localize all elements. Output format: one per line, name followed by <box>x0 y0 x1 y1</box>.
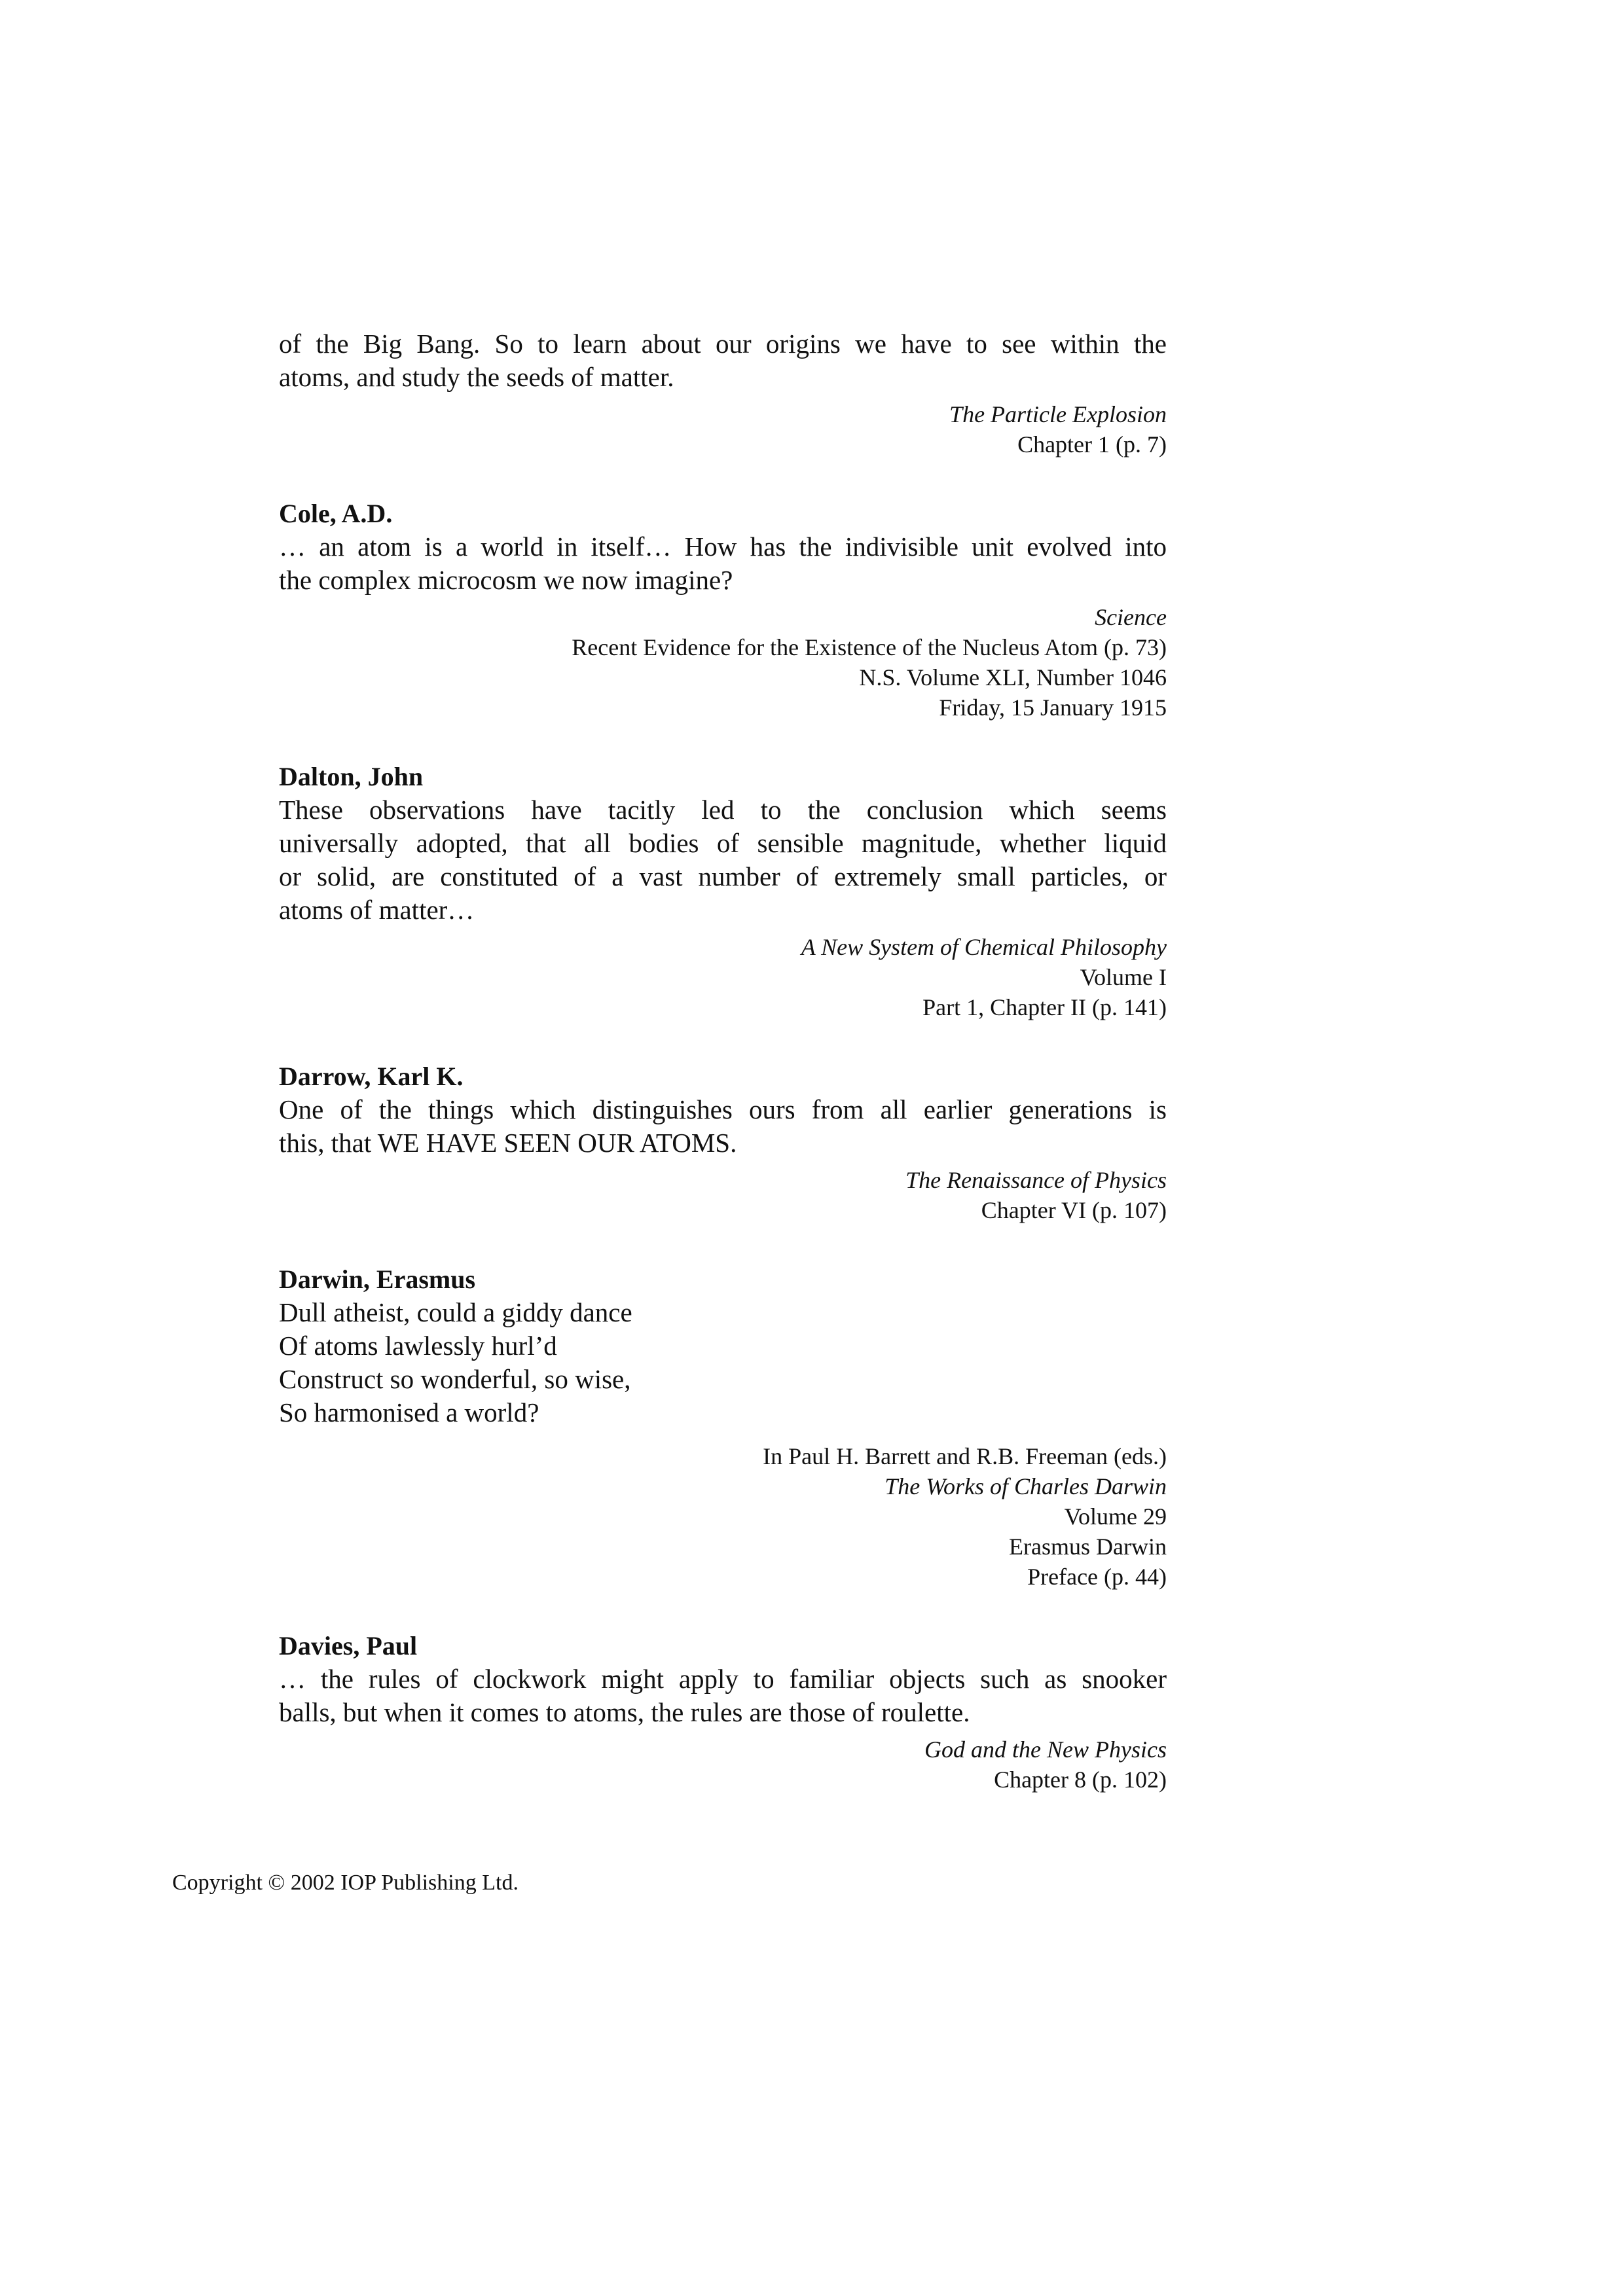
quote-line: One of the things which distinguishes ours from all earlier generations is <box>279 1094 1167 1124</box>
quote-line: of the Big Bang. So to learn about our origins we have to see within the <box>279 329 1167 359</box>
entry-cole <box>279 497 1167 723</box>
opening-quote <box>279 327 1167 459</box>
poem-line: Of atoms lawlessly hurl’d <box>279 1331 557 1361</box>
quote-line: this, that WE HAVE SEEN OUR ATOMS. <box>279 1128 737 1158</box>
citation-line: Chapter 1 (p. 7) <box>1017 431 1167 457</box>
quote-text <box>279 793 1167 927</box>
citation-title: The Particle Explosion <box>949 401 1167 427</box>
citation-line: Volume 29 <box>1064 1503 1167 1530</box>
quote-line: atoms of matter… <box>279 895 475 925</box>
citation-line: Chapter VI (p. 107) <box>981 1197 1167 1223</box>
entry-dalton <box>279 761 1167 1022</box>
quote-text <box>279 1662 1167 1729</box>
citation-line: Part 1, Chapter II (p. 141) <box>922 994 1167 1020</box>
quote-text <box>279 327 1167 394</box>
citation <box>279 399 1167 459</box>
entry-davies <box>279 1630 1167 1795</box>
citation-line: N.S. Volume XLI, Number 1046 <box>859 664 1167 691</box>
citation-title: A New System of Chemical Philosophy <box>801 934 1167 960</box>
citation-line: Recent Evidence for the Existence of the Nucleus Atom (p. 73) <box>572 634 1167 660</box>
page-body <box>279 327 1167 1795</box>
poem <box>279 1296 1167 1429</box>
quote-line: … the rules of clockwork might apply to familiar objects such as snooker <box>279 1664 1167 1694</box>
quote-line: the complex microcosm we now imagine? <box>279 565 733 595</box>
citation-line: Friday, 15 January 1915 <box>939 694 1167 721</box>
entry-darrow <box>279 1060 1167 1225</box>
citation-editors: In Paul H. Barrett and R.B. Freeman (eds.) <box>763 1443 1167 1469</box>
quote-line: These observations have tacitly led to the conclusion which seems <box>279 795 1167 825</box>
citation <box>279 602 1167 723</box>
author-name: Cole, A.D. <box>279 499 393 528</box>
citation <box>279 1165 1167 1225</box>
poem-line: Construct so wonderful, so wise, <box>279 1364 631 1394</box>
quote-line: or solid, are constituted of a vast number of extremely small particles, or <box>279 861 1167 891</box>
entry-darwin <box>279 1263 1167 1592</box>
quote-text <box>279 1093 1167 1160</box>
author-name: Darwin, Erasmus <box>279 1265 476 1294</box>
citation <box>279 932 1167 1022</box>
quote-line: balls, but when it comes to atoms, the rules are those of roulette. <box>279 1697 970 1727</box>
citation-line: Erasmus Darwin <box>1009 1534 1167 1560</box>
quote-line: universally adopted, that all bodies of sensible magnitude, whether liquid <box>279 828 1167 858</box>
citation-title: God and the New Physics <box>924 1736 1167 1763</box>
citation-title: The Renaissance of Physics <box>905 1167 1167 1193</box>
poem-line: Dull atheist, could a giddy dance <box>279 1297 632 1327</box>
citation-title: The Works of Charles Darwin <box>884 1473 1167 1499</box>
citation-title: Science <box>1095 604 1167 630</box>
quote-line: … an atom is a world in itself… How has the indivisible unit evolved into <box>279 531 1167 562</box>
citation-line: Preface (p. 44) <box>1027 1564 1167 1590</box>
author-name: Davies, Paul <box>279 1631 418 1660</box>
copyright-footer: Copyright © 2002 IOP Publishing Ltd. <box>172 1871 519 1895</box>
citation <box>279 1734 1167 1795</box>
citation-line: Chapter 8 (p. 102) <box>994 1767 1167 1793</box>
poem-line: So harmonised a world? <box>279 1397 539 1427</box>
author-name: Darrow, Karl K. <box>279 1062 464 1091</box>
quote-line: atoms, and study the seeds of matter. <box>279 362 674 392</box>
quote-text <box>279 530 1167 597</box>
citation-line: Volume I <box>1080 964 1167 990</box>
author-name: Dalton, John <box>279 762 424 791</box>
citation <box>279 1441 1167 1592</box>
